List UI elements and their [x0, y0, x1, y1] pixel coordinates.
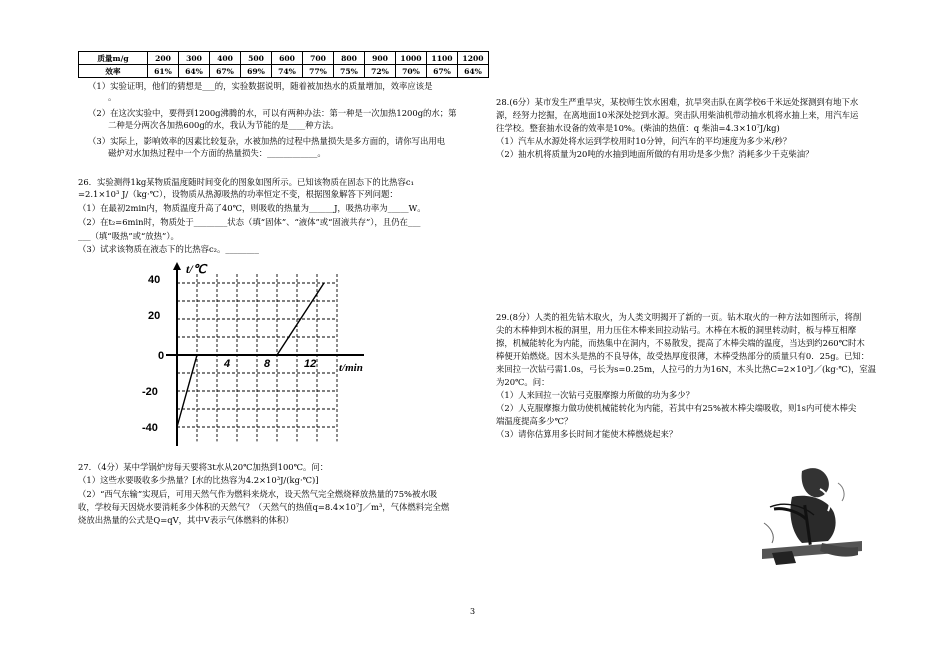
table-cell: 1100 — [427, 52, 458, 65]
table-cell: 72% — [365, 65, 396, 78]
q28-line: 源，经努力挖掘，在离地面10米深处挖到水源。突击队用柴油机带动抽水机将水抽上来，用汽车运 — [496, 110, 859, 120]
q29-line: （3）请你估算用多长时间才能使木棒燃烧起来？ — [496, 429, 678, 439]
page-number: 3 — [470, 607, 476, 616]
table-cell: 74% — [272, 65, 303, 78]
y-tick-label: -20 — [142, 386, 158, 398]
table-cell: 400 — [210, 52, 241, 65]
x-axis-label: t/min — [339, 362, 363, 374]
table-cell: 200 — [148, 52, 179, 65]
y-tick-label: 40 — [148, 274, 161, 286]
q28-line: 28.(6分）某市发生严重旱灾，某校师生饮水困难，抗旱突击队在离学校6千米远处探测到有地下水 — [496, 97, 859, 107]
q28-line: （2）抽水机将质量为20吨的水抽到地面所做的有用功是多少焦？消耗多少千克柴油？ — [496, 149, 814, 159]
q-line: 二种是分两次各加热600g的水，我认为节能的是____种方法。 — [108, 120, 339, 130]
table-cell: 70% — [396, 65, 427, 78]
table-header-mass: 质量m/g — [79, 52, 148, 65]
q26-line: （2）在t₂=6min时，物质处于________状态（填“固体”、“液体”或“固液共存”），且仍在___ — [78, 217, 421, 227]
table-cell: 800 — [334, 52, 365, 65]
table-cell: 700 — [303, 52, 334, 65]
q27-line: （2）“西气东输”实现后，可用天然气作为燃料来烧水，设天然气完全燃烧释放热量的75%被水吸 — [78, 489, 438, 499]
table-cell: 77% — [303, 65, 334, 78]
table-cell: 61% — [148, 65, 179, 78]
q29-line: 为20℃。问： — [496, 377, 550, 387]
q29-line: 来回拉一次钻弓需1.0s，弓长为s=0.25m，人拉弓的力为16N，木头比热C=2×10³J／(kg·℃)，室温 — [496, 364, 877, 374]
table-row — [79, 65, 489, 78]
table-row — [79, 52, 489, 65]
q26-line: （3）试求该物质在液态下的比热容c₂。________ — [78, 244, 259, 254]
q27-line: 收，学校每天因烧水要消耗多少体积的天然气？（天然气的热值q=8.4×10⁷J／m³，气体燃料完全燃 — [78, 502, 450, 512]
q29-line: 29.(8分）人类的祖先钻木取火，为人类文明揭开了新的一页。钻木取火的一种方法如图所示，将削 — [496, 312, 862, 322]
x-tick-label: 4 — [224, 358, 231, 370]
q27-line: 27．（4分）某中学锅炉房每天要将3t水从20℃加热到100℃。问： — [78, 462, 329, 472]
q-line: 磁炉对水加热过程中一个方面的热量损失：____________。 — [108, 148, 326, 158]
table-cell: 300 — [179, 52, 210, 65]
table-cell: 69% — [241, 65, 272, 78]
q28-line: （1）汽车从水源处将水运到学校用时10分钟，问汽车的平均速度为多少米/秒？ — [496, 136, 792, 146]
table-cell: 600 — [272, 52, 303, 65]
q29-line: 擦，机械能转化为内能，而热集中在洞内，不易散发，提高了木棒尖端的温度，当达到约260℃时木 — [496, 338, 865, 348]
q27-line: 烧放出热量的公式是Q=qV，其中V表示气体燃料的体积） — [78, 515, 294, 525]
q29-line: （1）人来回拉一次钻弓克服摩擦力所做的功为多少？ — [496, 390, 694, 400]
temperature-time-graph — [136, 260, 376, 450]
y-axis-label: t/℃ — [186, 262, 207, 276]
table-cell: 67% — [427, 65, 458, 78]
table-cell: 67% — [210, 65, 241, 78]
y-tick-label: 20 — [148, 310, 161, 322]
q-line: （3）实际上，影响效率的因素比较复杂，水被加热的过程中热量损失是多方面的，请你写出用电 — [88, 136, 446, 146]
y-axis-arrow — [173, 262, 181, 270]
table-cell: 1000 — [396, 52, 427, 65]
table-cell: 64% — [458, 65, 489, 78]
table-cell: 500 — [241, 52, 272, 65]
q-line: 。 — [108, 92, 117, 102]
table-cell: 1200 — [458, 52, 489, 65]
q26-line: =2.1×10³ J/（kg·℃），设物质从热源吸热的功率恒定不变，根据图象解答下列问题： — [78, 189, 398, 199]
q26-line: ___（填“吸热”或“放热”）。 — [78, 231, 179, 241]
y-tick-label: -40 — [142, 422, 158, 434]
table-cell: 900 — [365, 52, 396, 65]
x-tick-label: 12 — [304, 358, 317, 370]
table-cell: 64% — [179, 65, 210, 78]
q26-line: （1）在最初2min内，物质温度升高了40℃，则吸收的热量为______J，吸热功率为_____W。 — [78, 203, 426, 213]
y-tick-label: 0 — [158, 350, 165, 362]
q29-line: 棒便开始燃烧。因木头是热的不良导体，故受热厚度很薄，木棒受热部分的质量只有0．25g。已知： — [496, 351, 870, 361]
efficiency-table — [78, 51, 489, 78]
q29-line: 尖的木棒伸到木板的洞里，用力压住木棒来回拉动钻弓。木棒在木板的洞里转动时，板与棒互相摩 — [496, 325, 857, 335]
fire-drill-illustration — [762, 463, 862, 573]
table-cell: 75% — [334, 65, 365, 78]
table-header-efficiency: 效率 — [79, 65, 148, 78]
q-line: （1）实验证明，他们的猜想是___的，实验数据说明，随着被加热水的质量增加，效率应该是 — [88, 81, 433, 91]
x-tick-label: 8 — [264, 358, 271, 370]
q27-line: （1）这些水要吸收多少热量？[水的比热容为4.2×10³J/(kg·℃)] — [78, 475, 319, 485]
q28-line: 往学校。整套抽水设备的效率是10%。(柴油的热值：q 柴油=4.3×10⁷J/kg) — [496, 123, 780, 133]
q26-line: 26．实验测得1kg某物质温度随时间变化的图象如图所示。已知该物质在固态下的比热容c₁ — [78, 177, 414, 187]
q29-line: （2）人克服摩擦力做功使机械能转化为内能，若其中有25%被木棒尖端吸收，则1s内可使木棒尖 — [496, 403, 857, 413]
q29-line: 端温度提高多少℃？ — [496, 416, 573, 426]
q-line: （2）在这次实验中，要得到1200g沸腾的水，可以有两种办法：第一种是一次加热1200g的水；第 — [88, 108, 457, 118]
